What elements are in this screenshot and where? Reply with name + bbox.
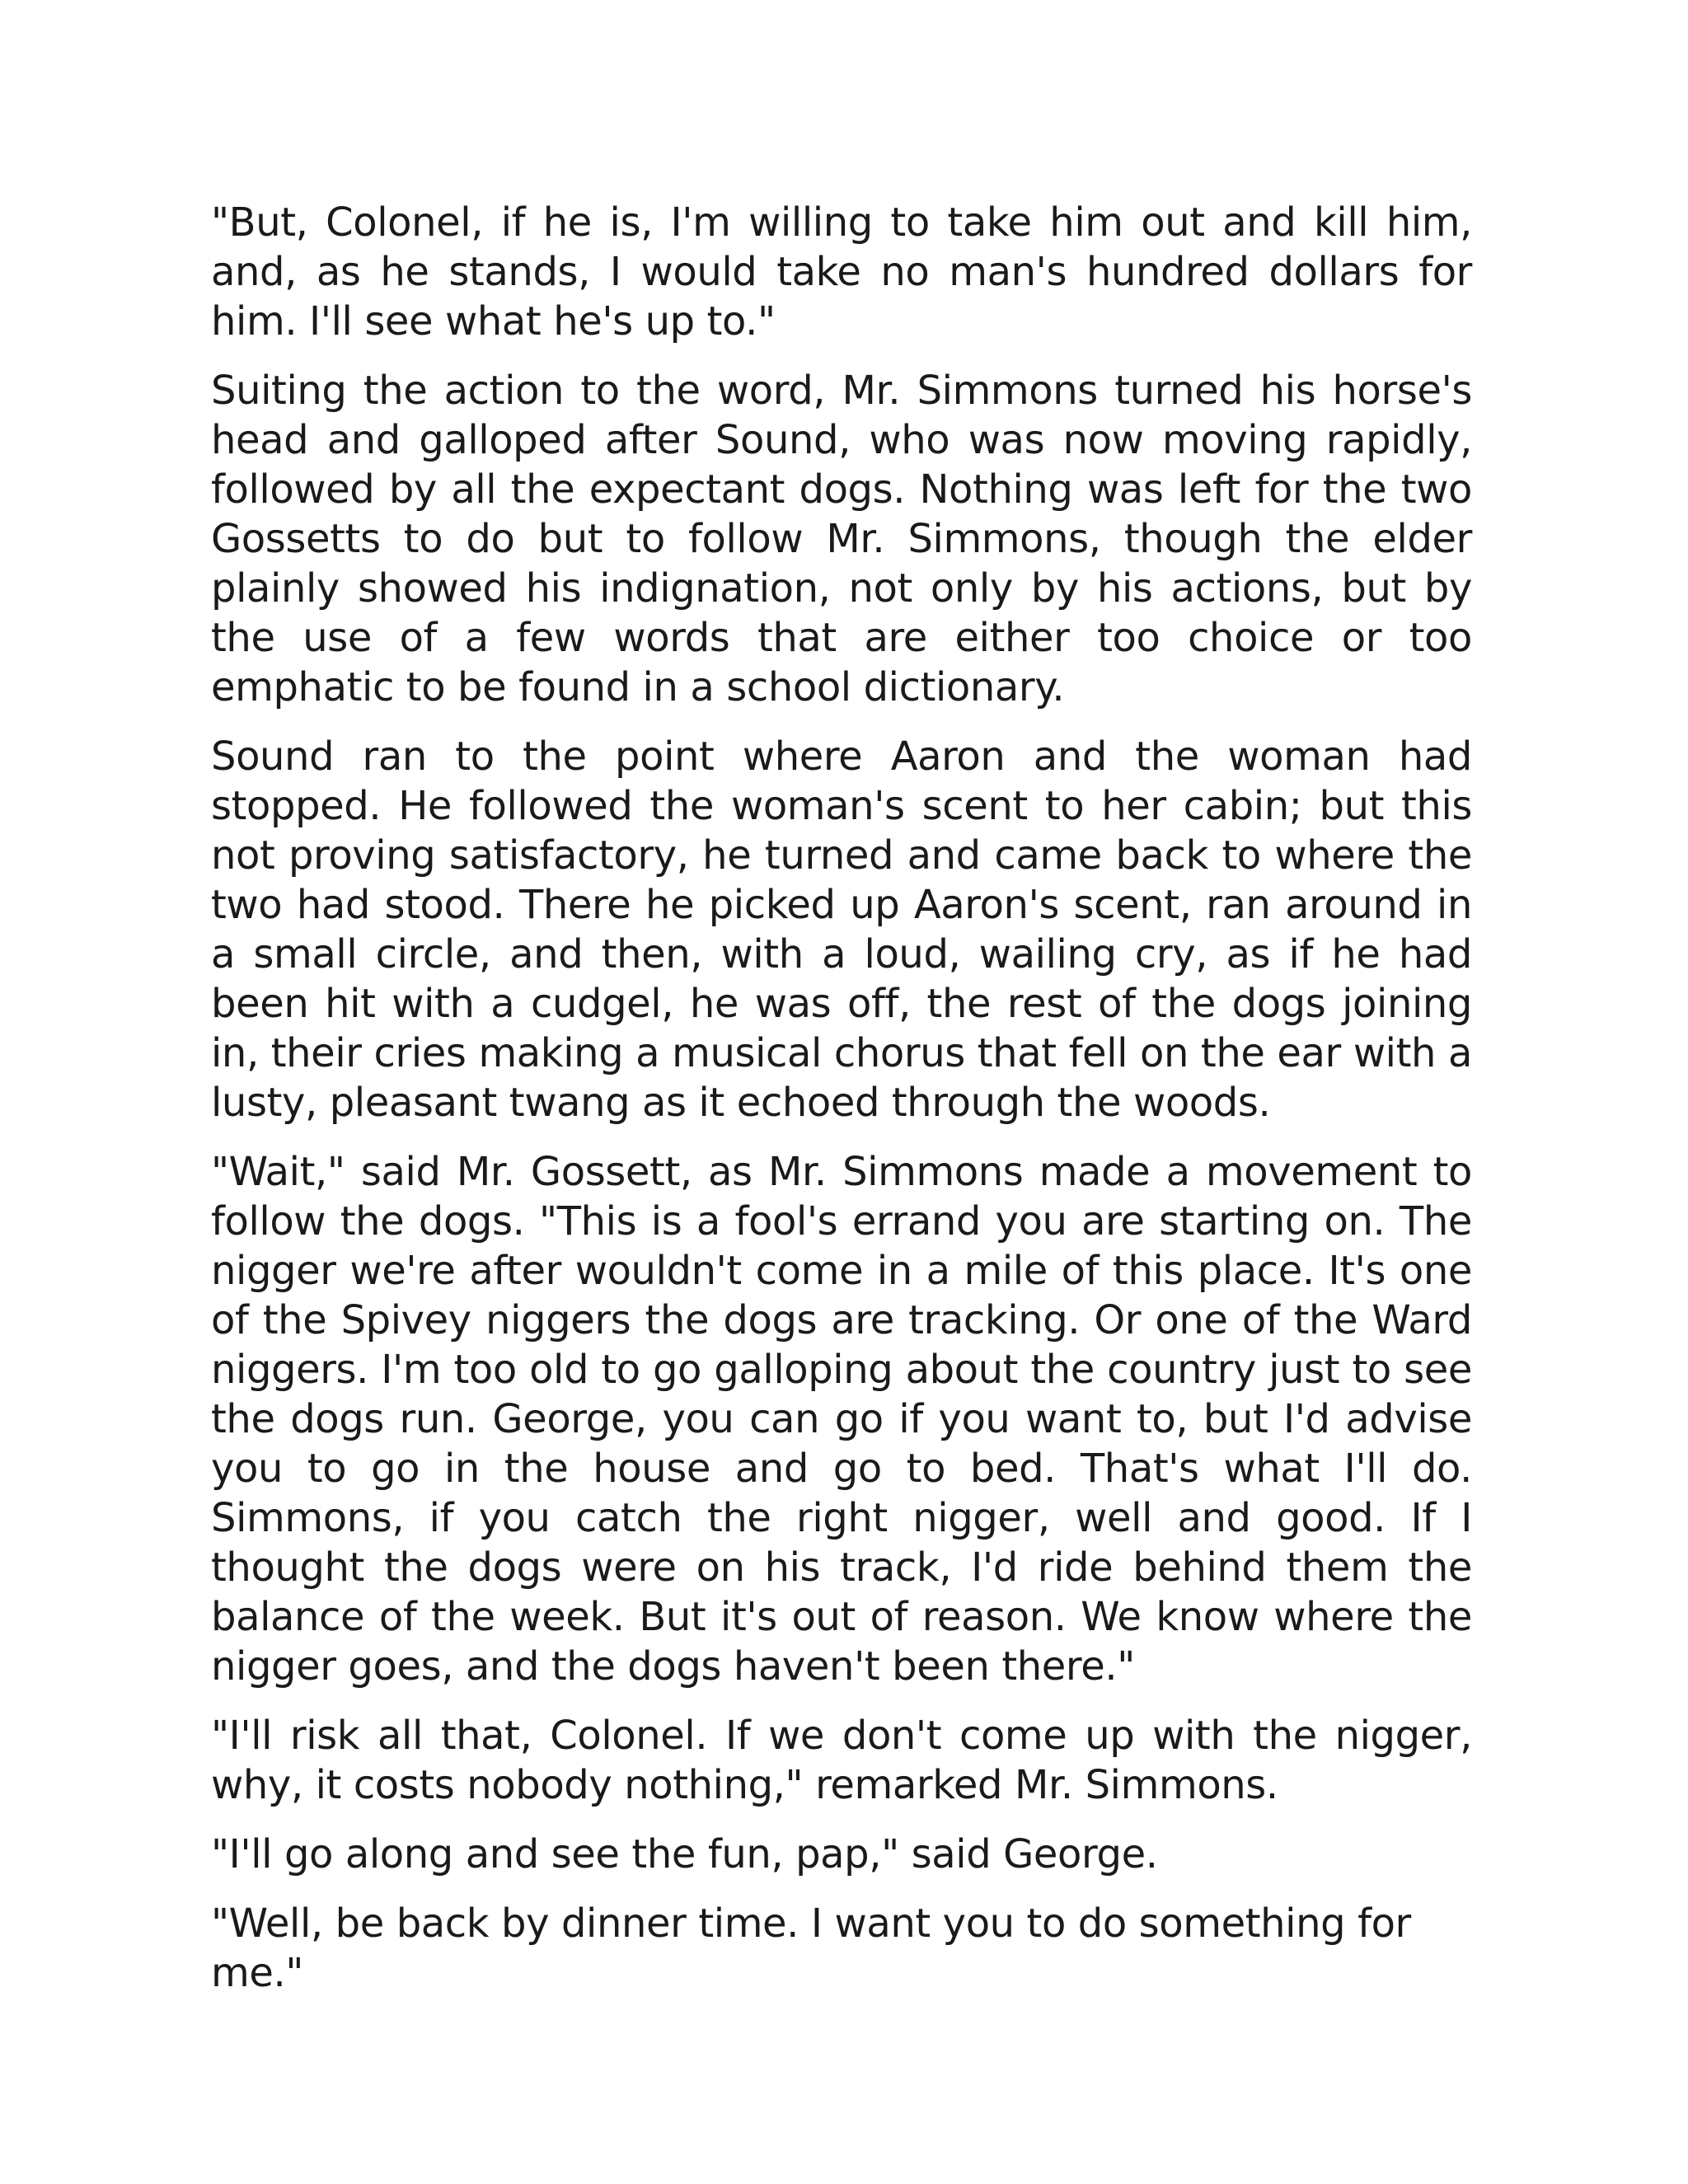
paragraph-1: "But, Colonel, if he is, I'm willing to take him out and kill him, and, as he stands, I would take no man's hundred dollars for him. I'll see what he's up to." (211, 199, 1472, 344)
document-page (211, 198, 1472, 2018)
paragraph-7: "Well, be back by dinner time. I want you to do something for me." (211, 1900, 1411, 1996)
paragraph-2: Suiting the action to the word, Mr. Simmons turned his horse's head and galloped after Sound, who was now moving rapidly, followed by all the expectant dogs. Nothing was left for the two Gossetts to do but to follow Mr. Simmons, though the elder plainly showed his indignation, not only by his actions, but by the use of a few words that are either too choice or too emphatic to be found in a school dictionary. (211, 368, 1472, 710)
paragraph-6: "I'll go along and see the fun, pap," said George. (211, 1831, 1158, 1877)
paragraph-5: "I'll risk all that, Colonel. If we don't come up with the nigger, why, it costs nobody nothing," remarked Mr. Simmons. (211, 1713, 1472, 1808)
paragraph-3: Sound ran to the point where Aaron and the woman had stopped. He followed the woman's scent to her cabin; but this not proving satisfactory, he turned and came back to where the two had stood. There he picked up Aaron's scent, ran around in a small circle, and then, with a loud, wailing cry, as if he had been hit with a cudgel, he was off, the rest of the dogs joining in, their cries making a musical chorus that fell on the ear with a lusty, pleasant twang as it echoed through the woods. (211, 733, 1472, 1126)
paragraph-4: "Wait," said Mr. Gossett, as Mr. Simmons made a movement to follow the dogs. "This is a fool's errand you are starting on. The nigger we're after wouldn't come in a mile of this place. It's one of the Spivey niggers the dogs are tracking. Or one of the Ward niggers. I'm too old to go galloping about the country just to see the dogs run. George, you can go if you want to, but I'd advise you to go in the house and go to bed. That's what I'll do. Simmons, if you catch the right nigger, well and good. If I thought the dogs were on his track, I'd ride behind them the balance of the week. But it's out of reason. We know where the nigger goes, and the dogs haven't been there." (211, 1149, 1472, 1690)
